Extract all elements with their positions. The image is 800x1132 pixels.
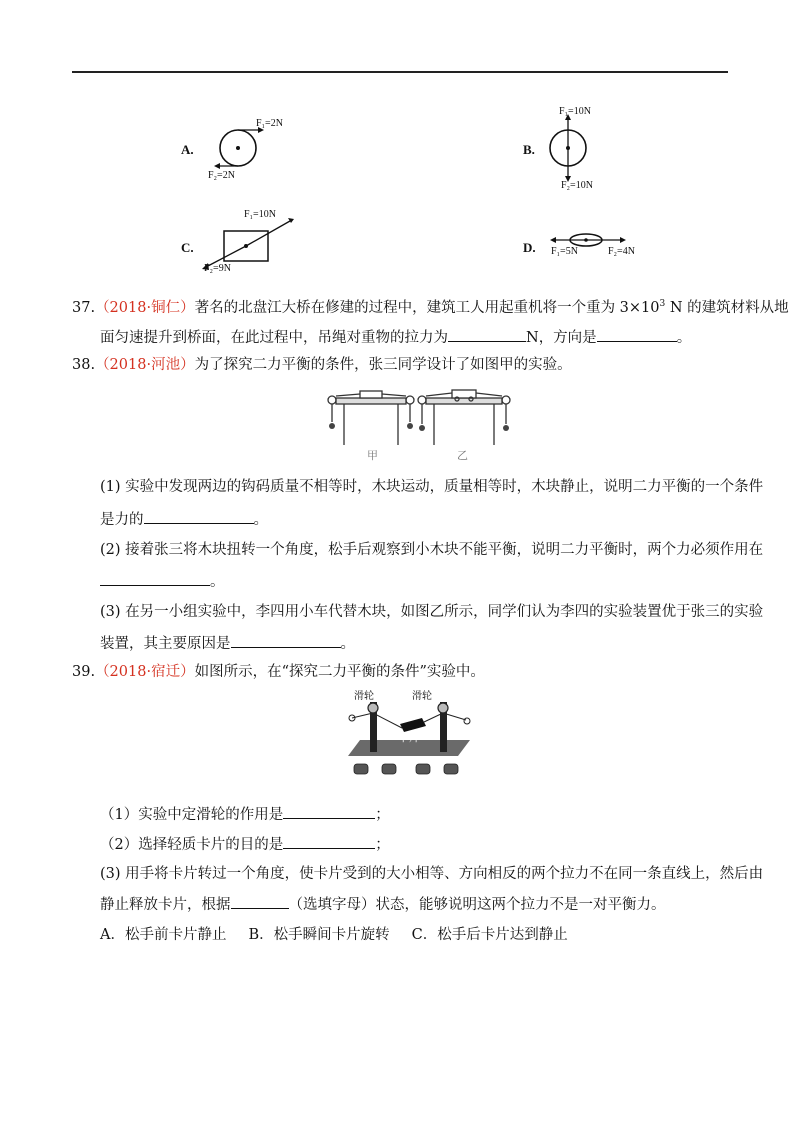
q38-part1-text: 是力的	[100, 512, 144, 528]
q39-part3-text-b: （选填字母）状态，能够说明这两个拉力不是一对平衡力。	[288, 897, 666, 913]
q39-part1	[100, 804, 760, 825]
q39-source: （2018·宿迁）	[95, 664, 195, 680]
header-rule	[72, 71, 728, 73]
option-b-diagram	[540, 108, 600, 188]
q38-fig-right-label: 乙	[457, 449, 468, 462]
option-d-f1: F₁=5N	[551, 246, 578, 257]
q37-blank-direction[interactable]	[597, 327, 677, 342]
q38-part3-line2	[100, 633, 760, 654]
q38-part2-line1: (2) 接着张三将木块扭转一个角度，松手后观察到小木块不能平衡，说明二力平衡时，两个力必须作用在	[100, 542, 764, 558]
q39-choices	[100, 925, 760, 945]
q39-part3-blank[interactable]	[231, 894, 289, 909]
q39-part1-blank[interactable]	[283, 804, 375, 819]
q39-choice-a: A．松手前卡片静止	[100, 927, 227, 943]
q38-part3-end: 。	[340, 636, 355, 652]
q38-part2-line2	[100, 571, 760, 592]
q38-part3-line1: (3) 在另一小组实验中，李四用小车代替木块，如图乙所示，同学们认为李四的实验装置优于张三的实验	[100, 604, 764, 620]
q39-part1-end: ；	[375, 807, 390, 823]
option-c-f2: F₂=9N	[204, 263, 231, 274]
q39-part2	[100, 834, 760, 855]
q38-part2-end: 。	[210, 574, 225, 590]
q38-stem-text: 为了探究二力平衡的条件，张三同学设计了如图甲的实验。	[194, 357, 572, 373]
q39-stem	[72, 662, 732, 682]
option-a-f2: F₂=2N	[208, 170, 235, 181]
option-c-label: C.	[181, 240, 194, 255]
q39-part1-text: （1）实验中定滑轮的作用是	[100, 807, 284, 823]
q37-line2	[100, 327, 760, 348]
q39-part3-line2	[100, 894, 760, 915]
q39-part3-line1: (3) 用手将卡片转过一个角度，使卡片受到的大小相等、方向相反的两个拉力不在同一条直线上，然后由	[100, 866, 764, 882]
option-d-f2: F₂=4N	[608, 246, 635, 257]
q37-text-b: N 的建筑材料从地	[665, 299, 789, 316]
q39-fig-pulley-right: 滑轮	[412, 691, 432, 702]
q38-part3-blank[interactable]	[231, 633, 341, 648]
option-b-f2: F₂=10N	[561, 180, 593, 191]
q38-source: （2018·河池）	[95, 357, 195, 373]
q38-part3-text: 装置，其主要原因是	[100, 636, 231, 652]
q39-part2-text: （2）选择轻质卡片的目的是	[100, 837, 284, 853]
q39-choice-b: B．松手瞬间卡片旋转	[248, 927, 390, 943]
option-d-label: D.	[523, 240, 536, 255]
option-b-f1: F₁=10N	[559, 106, 591, 117]
q37-text-d: N，方向是	[526, 330, 597, 346]
q39-choice-c: C．松手后卡片达到静止	[411, 927, 568, 943]
option-c-f1: F₁=10N	[244, 209, 276, 220]
q39-part2-end: ；	[375, 837, 390, 853]
q37-blank-force[interactable]	[448, 327, 526, 342]
q38-part2-blank[interactable]	[100, 571, 210, 586]
q37-source: （2018·铜仁）	[95, 299, 195, 316]
q39-fig-pulley-left: 滑轮	[354, 691, 374, 702]
q38-stem	[72, 355, 732, 375]
q37-number: 37.	[72, 299, 96, 316]
q37-exponent: 3	[659, 299, 666, 309]
q39-stem-text: 如图所示，在“探究二力平衡的条件”实验中。	[194, 664, 485, 680]
q38-part1-line1: (1) 实验中发现两边的钩码质量不相等时，木块运动，质量相等时，木块静止，说明二力平衡的一个条件	[100, 479, 764, 495]
q38-part1-line2	[100, 509, 760, 530]
q39-part2-blank[interactable]	[283, 834, 375, 849]
option-b-label: B.	[523, 142, 535, 157]
q37-line1	[72, 294, 789, 318]
option-a-label: A.	[181, 142, 194, 157]
q39-part3-text-a: 静止释放卡片，根据	[100, 897, 231, 913]
q39-number: 39.	[72, 664, 96, 680]
q37-text-c: 面匀速提升到桥面，在此过程中，吊绳对重物的拉力为	[100, 330, 448, 346]
q39-fig-card-label: 卡片	[398, 731, 420, 744]
q37-text-e: 。	[676, 330, 692, 346]
q38-part1-blank[interactable]	[144, 509, 254, 524]
q38-fig-left-label: 甲	[367, 449, 378, 462]
q38-number: 38.	[72, 357, 96, 373]
q37-text-a: 著名的北盘江大桥在修建的过程中，建筑工人用起重机将一个重为 3×10	[194, 299, 660, 316]
option-a-f1: F₁=2N	[256, 118, 283, 129]
q38-figure	[316, 380, 516, 465]
q38-part1-end: 。	[253, 512, 268, 528]
